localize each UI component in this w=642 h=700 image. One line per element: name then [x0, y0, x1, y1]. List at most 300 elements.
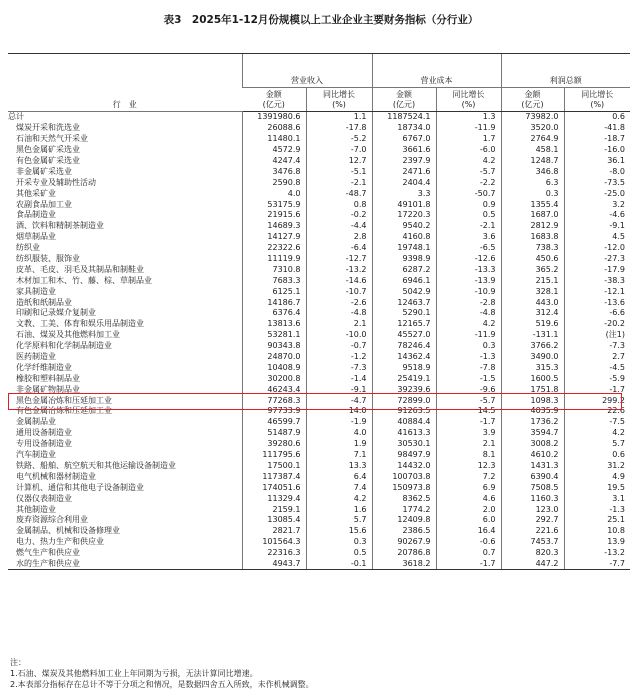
revenue-growth-cell: -4.4 — [306, 221, 372, 232]
revenue-growth-cell: -9.1 — [306, 384, 372, 395]
table-row — [8, 482, 630, 493]
cost-growth-cell: -1.7 — [436, 559, 501, 570]
revenue-amount-cell: 22322.6 — [242, 243, 306, 254]
profit-amount-cell: 6390.4 — [501, 471, 564, 482]
table-row — [8, 515, 630, 526]
revenue-growth-cell: 15.6 — [306, 526, 372, 537]
table-row — [8, 264, 630, 275]
revenue-growth-cell: -0.1 — [306, 559, 372, 570]
cost-amount-cell: 150973.8 — [372, 482, 436, 493]
profit-amount-cell: 312.4 — [501, 308, 564, 319]
cost-growth-cell: 14.5 — [436, 406, 501, 417]
revenue-growth-cell: -2.1 — [306, 177, 372, 188]
profit-growth-cell: 4.5 — [564, 232, 630, 243]
cost-amount-cell: 14432.0 — [372, 461, 436, 472]
cost-amount-cell: 5042.9 — [372, 286, 436, 297]
revenue-growth-cell: -5.1 — [306, 166, 372, 177]
cost-amount-cell: 9398.9 — [372, 254, 436, 265]
cost-growth-cell: 2.1 — [436, 439, 501, 450]
table-row — [8, 166, 630, 177]
revenue-amount-cell: 53281.1 — [242, 330, 306, 341]
industry-name: 电力、热力生产和供应业 — [16, 537, 104, 547]
table-title: 表3 2025年1-12月份规模以上工业企业主要财务指标（分行业） — [163, 14, 479, 26]
profit-amount-cell: 1098.3 — [501, 395, 564, 406]
cost-growth-cell: -2.2 — [436, 177, 501, 188]
table-row — [8, 112, 630, 123]
cost-amount-cell: 18734.0 — [372, 123, 436, 134]
profit-growth-cell: 4.2 — [564, 428, 630, 439]
cost-growth-cell: 3.9 — [436, 428, 501, 439]
industry-name: 总计 — [8, 112, 24, 122]
revenue-amount-cell: 90343.8 — [242, 341, 306, 352]
table-row — [8, 308, 630, 319]
industry-name: 专用设备制造业 — [16, 439, 72, 449]
growth-subheader-unit: (%) — [590, 99, 605, 109]
table-row — [8, 232, 630, 243]
profit-growth-cell: -27.3 — [564, 254, 630, 265]
revenue-growth-cell: -0.7 — [306, 341, 372, 352]
revenue-amount-cell: 24870.0 — [242, 352, 306, 363]
cost-growth-cell: 16.4 — [436, 526, 501, 537]
revenue-growth-cell: 5.7 — [306, 515, 372, 526]
industry-name: 其他制造业 — [16, 504, 56, 514]
cost-growth-cell: 2.0 — [436, 504, 501, 515]
revenue-growth-cell: 4.0 — [306, 428, 372, 439]
profit-amount-cell: 450.6 — [501, 254, 564, 265]
table-row — [8, 319, 630, 330]
industry-name: 仪器仪表制造业 — [16, 493, 72, 503]
revenue-amount-cell: 14689.3 — [242, 221, 306, 232]
growth-subheader — [564, 88, 630, 112]
cost-growth-cell: -10.9 — [436, 286, 501, 297]
cost-growth-cell: -13.3 — [436, 264, 501, 275]
revenue-amount-cell: 2821.7 — [242, 526, 306, 537]
amount-subheader — [372, 88, 436, 112]
revenue-growth-cell: -1.2 — [306, 352, 372, 363]
revenue-growth-cell: -13.2 — [306, 264, 372, 275]
profit-amount-cell: 7508.5 — [501, 482, 564, 493]
cost-amount-cell: 12409.8 — [372, 515, 436, 526]
cost-amount-cell: 2397.9 — [372, 156, 436, 167]
cost-growth-cell: -13.9 — [436, 275, 501, 286]
cost-growth-cell: 8.1 — [436, 450, 501, 461]
industry-name: 开采专业及辅助性活动 — [16, 177, 96, 187]
revenue-amount-cell: 2590.8 — [242, 177, 306, 188]
growth-subheader-unit: (%) — [332, 99, 346, 109]
profit-amount-cell: 292.7 — [501, 515, 564, 526]
profit-amount-cell: 315.3 — [501, 362, 564, 373]
cost-growth-cell: 4.2 — [436, 156, 501, 167]
revenue-growth-cell: -7.3 — [306, 362, 372, 373]
revenue-amount-cell: 21915.6 — [242, 210, 306, 221]
industry-name: 电气机械和器材制造业 — [16, 471, 96, 481]
industry-name: 废弃资源综合利用业 — [16, 515, 88, 525]
cost-growth-cell: 3.6 — [436, 232, 501, 243]
financial-indicators-table — [8, 53, 630, 570]
table-row — [8, 145, 630, 156]
revenue-amount-cell: 6125.1 — [242, 286, 306, 297]
industry-name: 有色金属冶炼和压延加工业 — [16, 406, 112, 416]
industry-name: 医药制造业 — [16, 352, 56, 362]
revenue-amount-cell: 14186.7 — [242, 297, 306, 308]
profit-growth-cell: -16.0 — [564, 145, 630, 156]
profit-growth-cell: 10.8 — [564, 526, 630, 537]
revenue-amount-cell: 30200.8 — [242, 373, 306, 384]
revenue-growth-cell: -1.9 — [306, 417, 372, 428]
cost-amount-cell: 91263.5 — [372, 406, 436, 417]
cost-amount-cell: 2404.4 — [372, 177, 436, 188]
table-row — [8, 439, 630, 450]
profit-growth-cell: -1.7 — [564, 384, 630, 395]
industry-name: 化学原料和化学制品制造业 — [16, 341, 112, 351]
profit-amount-cell: 1736.2 — [501, 417, 564, 428]
profit-growth-cell: (注1) — [564, 330, 630, 341]
profit-amount-cell: 1431.3 — [501, 461, 564, 472]
profit-growth-cell: -4.6 — [564, 210, 630, 221]
industry-name: 食品制造业 — [16, 210, 56, 220]
industry-name: 计算机、通信和其他电子设备制造业 — [16, 482, 144, 492]
profit-amount-cell: 365.2 — [501, 264, 564, 275]
cost-growth-cell: -1.7 — [436, 417, 501, 428]
amount-subheader-unit: (亿元) — [392, 99, 416, 109]
cost-growth-cell: 1.3 — [436, 112, 501, 123]
profit-amount-cell: 2812.9 — [501, 221, 564, 232]
note-2: 2.本表部分指标存在总计不等于分项之和情况，是数据四舍五入所致，未作机械调整。 — [10, 680, 314, 689]
table-row — [8, 428, 630, 439]
profit-amount-cell: 346.8 — [501, 166, 564, 177]
profit-growth-cell: -7.7 — [564, 559, 630, 570]
cost-amount-cell: 9540.2 — [372, 221, 436, 232]
revenue-growth-cell: -48.7 — [306, 188, 372, 199]
revenue-amount-cell: 77268.3 — [242, 395, 306, 406]
profit-amount-cell: -131.1 — [501, 330, 564, 341]
cost-amount-cell: 12463.7 — [372, 297, 436, 308]
cost-growth-cell: -5.7 — [436, 166, 501, 177]
industry-name: 非金属矿物制品业 — [16, 384, 80, 394]
table-row — [8, 362, 630, 373]
note-1: 1.石油、煤炭及其他燃料加工业上年同期为亏损，无法计算同比增速。 — [10, 669, 258, 678]
industry-name: 有色金属矿采选业 — [16, 156, 80, 165]
cost-amount-cell: 41613.3 — [372, 428, 436, 439]
cost-amount-cell: 12165.7 — [372, 319, 436, 330]
revenue-amount-cell: 101564.3 — [242, 537, 306, 548]
industry-name: 印刷和记录媒介复制业 — [16, 308, 96, 318]
profit-growth-cell: -7.5 — [564, 417, 630, 428]
revenue-amount-cell: 4247.4 — [242, 156, 306, 167]
revenue-growth-cell: 0.3 — [306, 537, 372, 548]
table-row — [8, 373, 630, 384]
table-row — [8, 559, 630, 570]
revenue-group-header: 营业收入 — [242, 54, 372, 88]
cost-growth-cell: -7.8 — [436, 362, 501, 373]
profit-amount-cell: 2764.9 — [501, 134, 564, 145]
cost-amount-cell: 19748.1 — [372, 243, 436, 254]
profit-group-header: 利润总额 — [501, 54, 630, 88]
revenue-growth-cell: 1.9 — [306, 439, 372, 450]
profit-amount-cell: 519.6 — [501, 319, 564, 330]
table-row — [8, 537, 630, 548]
revenue-amount-cell: 11119.9 — [242, 254, 306, 265]
profit-amount-cell: 6.3 — [501, 177, 564, 188]
profit-growth-cell: -1.3 — [564, 504, 630, 515]
revenue-amount-cell: 1391980.6 — [242, 112, 306, 123]
table-row — [8, 210, 630, 221]
profit-growth-cell: 13.9 — [564, 537, 630, 548]
table-row — [8, 548, 630, 559]
cost-growth-cell: 6.9 — [436, 482, 501, 493]
revenue-amount-cell: 13813.6 — [242, 319, 306, 330]
revenue-growth-cell: -12.7 — [306, 254, 372, 265]
profit-amount-cell: 1687.0 — [501, 210, 564, 221]
growth-subheader-line: 同比增长 — [581, 89, 614, 99]
industry-name: 橡胶和塑料制品业 — [16, 373, 80, 383]
table-row — [8, 352, 630, 363]
cost-growth-cell: 0.7 — [436, 548, 501, 559]
revenue-growth-cell: -4.8 — [306, 308, 372, 319]
cost-amount-cell: 20786.8 — [372, 548, 436, 559]
highlight-box — [8, 393, 622, 410]
industry-name: 化学纤维制造业 — [16, 362, 72, 372]
profit-amount-cell: 1355.4 — [501, 199, 564, 210]
cost-growth-cell: 0.5 — [436, 210, 501, 221]
table-row — [8, 134, 630, 145]
revenue-amount-cell: 4943.7 — [242, 559, 306, 570]
industry-name: 木材加工和木、竹、藤、棕、草制品业 — [16, 275, 152, 285]
cost-growth-cell: -2.1 — [436, 221, 501, 232]
industry-name: 纺织服装、服饰业 — [16, 254, 80, 264]
industry-name: 煤炭开采和洗选业 — [16, 123, 80, 133]
profit-amount-cell: 7453.7 — [501, 537, 564, 548]
revenue-amount-cell: 46243.4 — [242, 384, 306, 395]
profit-amount-cell: 221.6 — [501, 526, 564, 537]
revenue-amount-cell: 51487.9 — [242, 428, 306, 439]
cost-amount-cell: 6767.0 — [372, 134, 436, 145]
cost-growth-cell: -11.9 — [436, 123, 501, 134]
footnotes — [10, 657, 314, 690]
revenue-amount-cell: 4572.9 — [242, 145, 306, 156]
industry-name: 皮革、毛皮、羽毛及其制品和制鞋业 — [16, 264, 144, 274]
profit-amount-cell: 4035.9 — [501, 406, 564, 417]
profit-amount-cell: 3520.0 — [501, 123, 564, 134]
revenue-growth-cell: 14.0 — [306, 406, 372, 417]
revenue-growth-cell: 6.4 — [306, 471, 372, 482]
revenue-growth-cell: 13.3 — [306, 461, 372, 472]
cost-amount-cell: 100703.8 — [372, 471, 436, 482]
revenue-amount-cell: 97733.9 — [242, 406, 306, 417]
industry-name: 水的生产和供应业 — [8, 559, 242, 570]
cost-growth-cell: -1.3 — [436, 352, 501, 363]
cost-amount-cell: 1187524.1 — [372, 112, 436, 123]
notes-head: 注： — [10, 658, 26, 667]
profit-amount-cell: 443.0 — [501, 297, 564, 308]
table-row — [8, 471, 630, 482]
profit-growth-cell: -5.9 — [564, 373, 630, 384]
amount-subheader-line: 金额 — [265, 89, 282, 99]
revenue-amount-cell: 26088.6 — [242, 123, 306, 134]
cost-amount-cell: 5290.1 — [372, 308, 436, 319]
cost-growth-cell: -50.7 — [436, 188, 501, 199]
profit-growth-cell: -25.0 — [564, 188, 630, 199]
amount-subheader — [242, 88, 306, 112]
revenue-growth-cell: -10.7 — [306, 286, 372, 297]
revenue-growth-cell: -7.0 — [306, 145, 372, 156]
growth-subheader-unit: (%) — [461, 99, 476, 109]
revenue-amount-cell: 11480.1 — [242, 134, 306, 145]
profit-amount-cell: 1600.5 — [501, 373, 564, 384]
cost-amount-cell: 40884.4 — [372, 417, 436, 428]
revenue-growth-cell: 2.1 — [306, 319, 372, 330]
profit-growth-cell: 2.7 — [564, 352, 630, 363]
industry-name: 汽车制造业 — [16, 450, 56, 460]
table-row — [8, 199, 630, 210]
industry-name: 烟草制品业 — [16, 232, 56, 242]
amount-subheader-unit: (亿元) — [521, 99, 544, 109]
amount-subheader — [501, 88, 564, 112]
cost-growth-cell: -1.5 — [436, 373, 501, 384]
revenue-amount-cell: 39280.6 — [242, 439, 306, 450]
profit-amount-cell: 1683.8 — [501, 232, 564, 243]
profit-growth-cell: -41.8 — [564, 123, 630, 134]
revenue-amount-cell: 6376.4 — [242, 308, 306, 319]
industry-name: 文教、工美、体育和娱乐用品制造业 — [16, 319, 144, 329]
growth-subheader — [306, 88, 372, 112]
cost-amount-cell: 1774.2 — [372, 504, 436, 515]
revenue-growth-cell: 7.4 — [306, 482, 372, 493]
profit-growth-cell: 19.5 — [564, 482, 630, 493]
cost-growth-cell: -4.8 — [436, 308, 501, 319]
revenue-amount-cell: 13085.4 — [242, 515, 306, 526]
revenue-growth-cell: 0.8 — [306, 199, 372, 210]
industry-name: 燃气生产和供应业 — [16, 548, 80, 558]
cost-growth-cell: -0.6 — [436, 537, 501, 548]
cost-amount-cell: 14362.4 — [372, 352, 436, 363]
table-row — [8, 254, 630, 265]
profit-growth-cell: -12.0 — [564, 243, 630, 254]
table-row — [8, 493, 630, 504]
table-row — [8, 177, 630, 188]
industry-name: 酒、饮料和精制茶制造业 — [16, 221, 104, 231]
industry-name: 金属制品、机械和设备修理业 — [16, 526, 120, 536]
growth-subheader-line: 同比增长 — [323, 89, 355, 99]
cost-amount-cell: 90267.9 — [372, 537, 436, 548]
cost-group-header: 营业成本 — [372, 54, 501, 88]
table-row — [8, 297, 630, 308]
revenue-growth-cell: -5.2 — [306, 134, 372, 145]
profit-growth-cell: -13.2 — [564, 548, 630, 559]
cost-growth-cell: 12.3 — [436, 461, 501, 472]
profit-growth-cell: 4.9 — [564, 471, 630, 482]
table-row — [8, 417, 630, 428]
cost-amount-cell: 4160.8 — [372, 232, 436, 243]
revenue-amount-cell: 4.0 — [242, 188, 306, 199]
revenue-amount-cell: 17500.1 — [242, 461, 306, 472]
profit-amount-cell: 1751.8 — [501, 384, 564, 395]
industry-name: 黑色金属冶炼和压延加工业 — [16, 395, 112, 405]
cost-growth-cell: -5.7 — [436, 395, 501, 406]
profit-growth-cell: 25.1 — [564, 515, 630, 526]
industry-name: 石油和天然气开采业 — [16, 134, 88, 144]
profit-growth-cell: 0.6 — [564, 112, 630, 123]
table-row — [8, 275, 630, 286]
cost-growth-cell: -6.0 — [436, 145, 501, 156]
revenue-growth-cell: -14.6 — [306, 275, 372, 286]
amount-subheader-unit: (亿元) — [262, 99, 285, 109]
revenue-amount-cell: 46599.7 — [242, 417, 306, 428]
industry-name: 金属制品业 — [16, 417, 56, 427]
revenue-amount-cell: 22316.3 — [242, 548, 306, 559]
profit-growth-cell: -73.5 — [564, 177, 630, 188]
cost-amount-cell: 9518.9 — [372, 362, 436, 373]
profit-growth-cell: 0.6 — [564, 450, 630, 461]
revenue-amount-cell: 10408.9 — [242, 362, 306, 373]
cost-amount-cell: 78246.4 — [372, 341, 436, 352]
profit-growth-cell: -8.0 — [564, 166, 630, 177]
table-row — [8, 341, 630, 352]
cost-growth-cell: -6.5 — [436, 243, 501, 254]
profit-growth-cell: 3.1 — [564, 493, 630, 504]
cost-amount-cell: 2386.5 — [372, 526, 436, 537]
profit-growth-cell: 22.6 — [564, 406, 630, 417]
profit-growth-cell: -17.9 — [564, 264, 630, 275]
revenue-growth-cell: 7.1 — [306, 450, 372, 461]
profit-growth-cell: -13.6 — [564, 297, 630, 308]
industry-name: 造纸和纸制品业 — [16, 297, 72, 307]
cost-growth-cell: -9.6 — [436, 384, 501, 395]
table-row — [8, 526, 630, 537]
cost-amount-cell: 6946.1 — [372, 275, 436, 286]
cost-growth-cell: 0.9 — [436, 199, 501, 210]
profit-amount-cell: 447.2 — [501, 559, 564, 570]
profit-amount-cell: 820.3 — [501, 548, 564, 559]
profit-amount-cell: 738.3 — [501, 243, 564, 254]
cost-growth-cell: -2.8 — [436, 297, 501, 308]
cost-amount-cell: 2471.6 — [372, 166, 436, 177]
table-row — [8, 243, 630, 254]
profit-growth-cell: 5.7 — [564, 439, 630, 450]
profit-growth-cell: -6.6 — [564, 308, 630, 319]
cost-amount-cell: 8362.5 — [372, 493, 436, 504]
industry-header: 行 业 — [8, 54, 242, 112]
cost-amount-cell: 49101.8 — [372, 199, 436, 210]
revenue-growth-cell: 2.8 — [306, 232, 372, 243]
profit-amount-cell: 73982.0 — [501, 112, 564, 123]
revenue-amount-cell: 7310.8 — [242, 264, 306, 275]
profit-amount-cell: 4610.2 — [501, 450, 564, 461]
table-row — [8, 461, 630, 472]
revenue-growth-cell: 1.1 — [306, 112, 372, 123]
revenue-growth-cell: -10.0 — [306, 330, 372, 341]
revenue-amount-cell: 11329.4 — [242, 493, 306, 504]
profit-growth-cell: -38.3 — [564, 275, 630, 286]
revenue-amount-cell: 117387.4 — [242, 471, 306, 482]
profit-growth-cell: -9.1 — [564, 221, 630, 232]
revenue-growth-cell: 1.6 — [306, 504, 372, 515]
revenue-amount-cell: 53175.9 — [242, 199, 306, 210]
profit-amount-cell: 3490.0 — [501, 352, 564, 363]
revenue-growth-cell: -0.2 — [306, 210, 372, 221]
profit-amount-cell: 123.0 — [501, 504, 564, 515]
profit-amount-cell: 3008.2 — [501, 439, 564, 450]
profit-growth-cell: 299.2 — [564, 395, 630, 406]
industry-name: 黑色金属矿采选业 — [16, 145, 80, 155]
cost-amount-cell: 3.3 — [372, 188, 436, 199]
profit-amount-cell: 3594.7 — [501, 428, 564, 439]
cost-amount-cell: 98497.9 — [372, 450, 436, 461]
table-row — [8, 156, 630, 167]
profit-amount-cell: 458.1 — [501, 145, 564, 156]
table-row — [8, 188, 630, 199]
profit-amount-cell: 1160.3 — [501, 493, 564, 504]
